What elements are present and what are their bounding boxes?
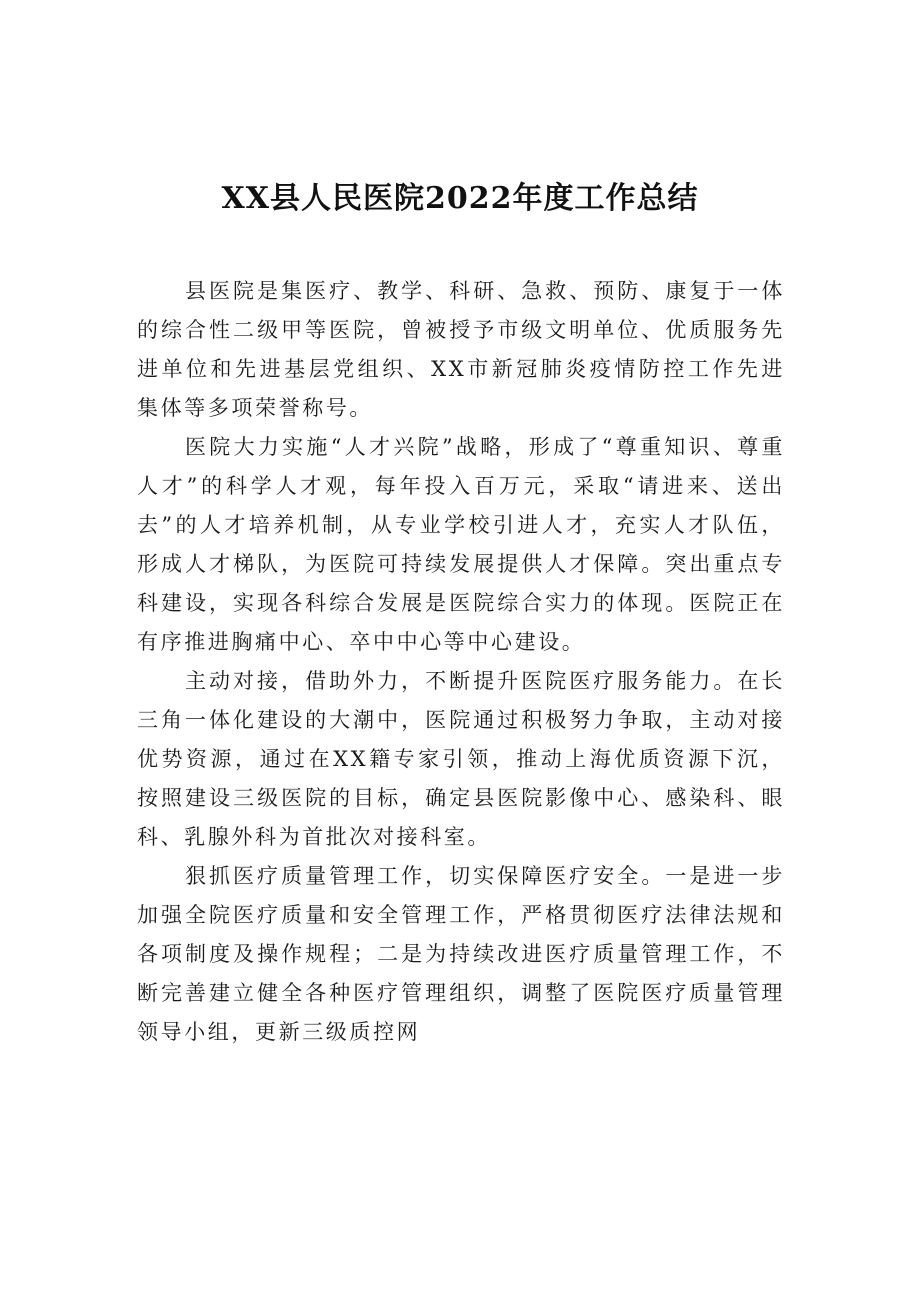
document-body [137, 272, 785, 1052]
document-title: XX县人民医院2022年度工作总结 [221, 181, 699, 216]
paragraph-external-cooperation: 主动对接，借助外力，不断提升医院医疗服务能力。在长三角一体化建设的大潮中，医院通过积极努力争取，主动对接优势资源，通过在XX籍专家引领，推动上海优质资源下沉，按照建设三级医院的目标，确定县医院影像中心、感染科、眼科、乳腺外科为首批次对接科室。 [137, 669, 785, 849]
paragraph-talent-strategy: 医院大力实施“人才兴院”战略，形成了“尊重知识、尊重人才”的科学人才观，每年投入百万元，采取“请进来、送出去”的人才培养机制，从专业学校引进人才，充实人才队伍，形成人才梯队，为医院可持续发展提供人才保障。突出重点专科建设，实现各科综合发展是医院综合实力的体现。医院正在有序推进胸痛中心、卒中中心等中心建设。 [137, 435, 785, 654]
paragraph-hospital-intro: 县医院是集医疗、教学、科研、急救、预防、康复于一体的综合性二级甲等医院，曾被授予市级文明单位、优质服务先进单位和先进基层党组织、XX市新冠肺炎疫情防控工作先进集体等多项荣誉称号。 [137, 279, 785, 420]
paragraph-quality-management: 狠抓医疗质量管理工作，切实保障医疗安全。一是进一步加强全院医疗质量和安全管理工作，严格贯彻医疗法律法规和各项制度及操作规程；二是为持续改进医疗质量管理工作，不断完善建立健全各种医疗管理组织，调整了医院医疗质量管理领导小组，更新三级质控网 [137, 864, 785, 1044]
